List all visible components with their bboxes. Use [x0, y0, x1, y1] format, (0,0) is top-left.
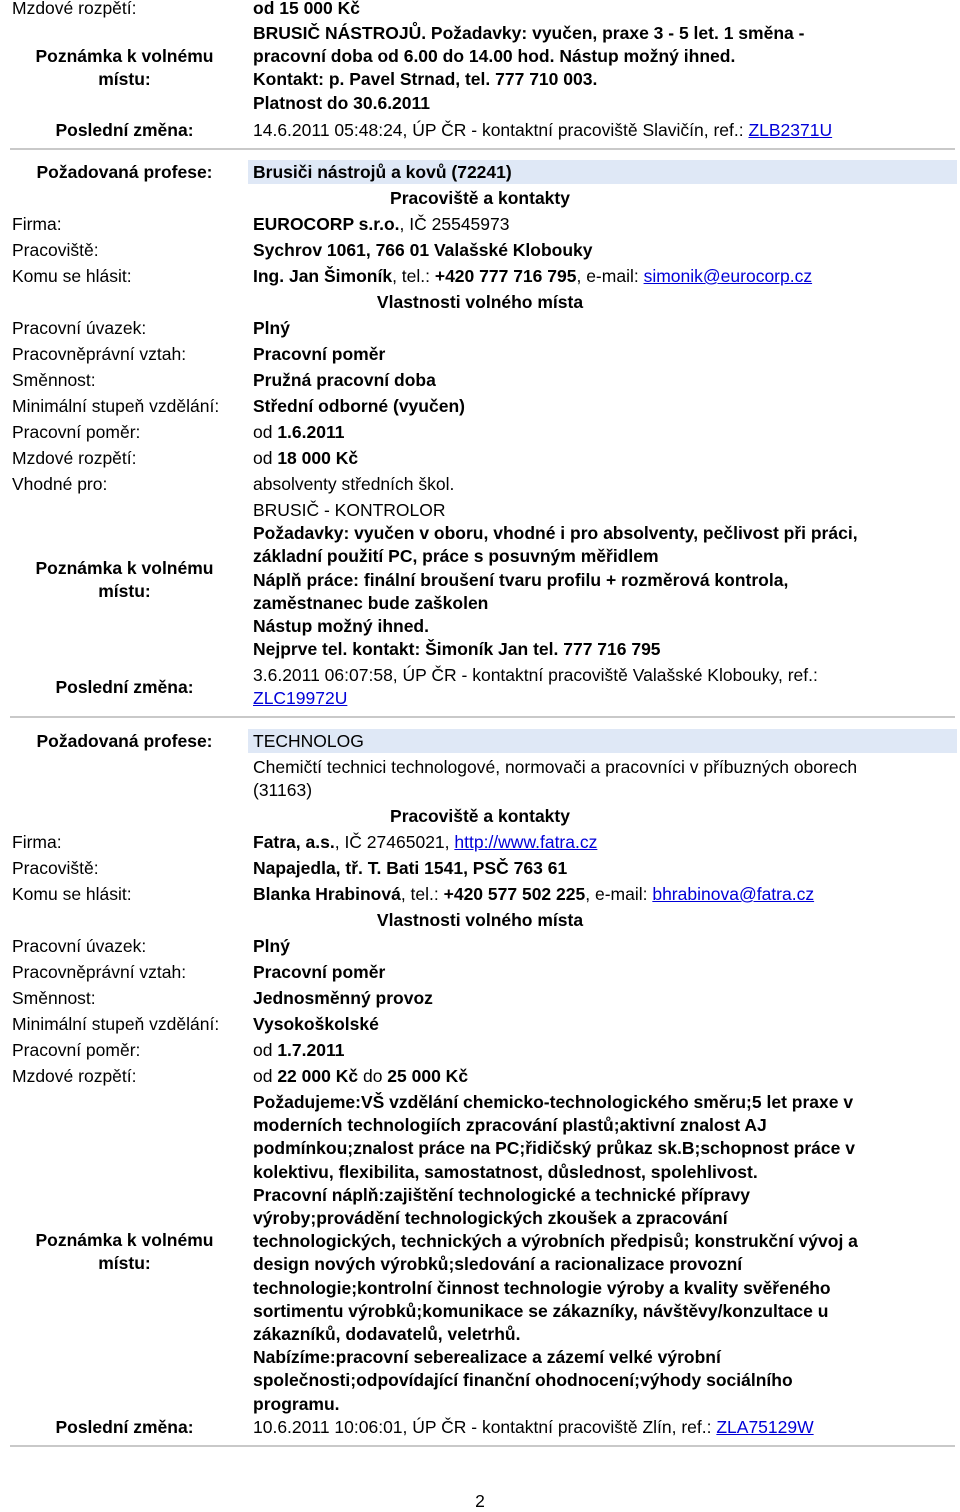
- page-number: 2: [475, 1491, 485, 1511]
- shift-value: Pružná pracovní doba: [253, 370, 436, 390]
- separator: [10, 148, 955, 150]
- note-line: kolektivu, flexibilita, samostatnost, důslednost, spolehlivost.: [253, 1161, 758, 1182]
- profession-value: TECHNOLOG: [253, 731, 364, 751]
- firm-label: Firma:: [12, 832, 62, 852]
- website-link[interactable]: http://www.fatra.cz: [454, 832, 598, 852]
- workload-label: Pracovní úvazek:: [12, 318, 147, 338]
- note-line: Nabízíme:pracovní seberealizace a zázemí velké výrobní: [253, 1347, 721, 1368]
- note-line: Požadujeme:VŠ vzdělání chemicko-technologického směru;5 let praxe v: [253, 1092, 854, 1112]
- separator: [10, 716, 955, 718]
- last-change-value: 3.6.2011 06:07:58, ÚP ČR - kontaktní pracoviště Valašské Klobouky, ref.: ZLC19972U: [253, 665, 818, 709]
- note-line: Nástup možný ihned.: [253, 616, 429, 637]
- start-label: Pracovní poměr:: [12, 1040, 141, 1060]
- salary-value: od 18 000 Kč: [253, 448, 359, 468]
- profession-description: Chemičtí technici technologové, normovači a pracovníci v příbuzných oborech (31163): [253, 757, 858, 801]
- profession-value: Brusiči nástrojů a kovů (72241): [253, 162, 512, 182]
- ref-link[interactable]: ZLA75129W: [716, 1417, 814, 1437]
- note-line: výroby;provádění technologických zkoušek a zpracování: [253, 1208, 728, 1229]
- ref-link[interactable]: ZLC19972U: [253, 688, 348, 709]
- note-line: Náplň práce: finální broušení tvaru profilu + rozměrová kontrola,: [253, 569, 789, 590]
- shift-value: Jednosměnný provoz: [253, 988, 433, 1008]
- note-line: zaměstnanec bude zaškolen: [253, 592, 489, 613]
- relation-label: Pracovněprávní vztah:: [12, 344, 187, 364]
- note-line: technologických, technických a výrobních předpisů; konstrukční vývoj a: [253, 1231, 858, 1252]
- workplace-label: Pracoviště:: [12, 240, 99, 260]
- education-value: Střední odborné (vyučen): [253, 396, 465, 416]
- note-line: společnosti;odpovídající finanční ohodnocení;výhody sociálního: [253, 1370, 793, 1391]
- note-line: moderních technologiích zpracování plastů;aktivní znalost AJ: [253, 1115, 767, 1136]
- relation-value: Pracovní poměr: [253, 344, 386, 364]
- profession-label: Požadovaná profese:: [36, 162, 213, 182]
- note-line: Pracovní náplň:zajištění technologické a technické přípravy: [253, 1184, 750, 1205]
- workplace-label: Pracoviště:: [12, 858, 99, 878]
- last-change-label: Poslední změna:: [55, 1417, 194, 1437]
- note-line: programu.: [253, 1393, 340, 1414]
- section-heading-contacts: Pracoviště a kontakty: [390, 806, 570, 826]
- suitable-label: Vhodné pro:: [12, 474, 108, 494]
- section-heading-properties: Vlastnosti volného místa: [376, 910, 584, 930]
- salary-label: Mzdové rozpětí:: [12, 448, 137, 468]
- firm-value: Fatra, a.s., IČ 27465021, http://www.fatra.cz: [253, 832, 598, 852]
- note-line: sortimentu výrobků;komunikace se zákazníky, návštěvy/konzultace u: [253, 1300, 829, 1321]
- note-line: technologie;kontrolní činnost technologie výroby a kvality svěřeného: [253, 1277, 831, 1298]
- firm-label: Firma:: [12, 214, 62, 234]
- workload-value: Plný: [253, 936, 290, 956]
- last-change-value: 14.6.2011 05:48:24, ÚP ČR - kontaktní pracoviště Slavičín, ref.: ZLB2371U: [253, 120, 833, 140]
- note-title: BRUSIČ - KONTROLOR: [253, 500, 446, 520]
- note-text: [253, 1091, 953, 1416]
- section-heading-contacts: Pracoviště a kontakty: [390, 188, 570, 208]
- last-change-label: Poslední změna:: [55, 677, 194, 697]
- contact-value: Ing. Jan Šimoník, tel.: +420 777 716 795, e-mail: simonik@eurocorp.cz: [253, 266, 813, 286]
- note-label: Poznámka k volnému místu:: [35, 1230, 214, 1274]
- note-label: Poznámka k volnému místu:: [35, 558, 214, 602]
- note-line: design nových výrobků;sledování a racionalizace provozní: [253, 1254, 743, 1275]
- workload-value: Plný: [253, 318, 290, 338]
- education-label: Minimální stupeň vzdělání:: [12, 396, 220, 416]
- firm-value: EUROCORP s.r.o., IČ 25545973: [253, 214, 510, 234]
- note-line: Kontakt: p. Pavel Strnad, tel. 777 710 003.: [253, 69, 598, 90]
- note-line: Platnost do 30.6.2011: [253, 92, 431, 113]
- note-label: Poznámka k volnému místu:: [35, 46, 214, 90]
- salary-value: od 22 000 Kč do 25 000 Kč: [253, 1066, 469, 1086]
- note-line: zákazníků, dodavatelů, veletrhů.: [253, 1324, 521, 1345]
- workload-label: Pracovní úvazek:: [12, 936, 147, 956]
- note-line: pracovní doba od 6.00 do 14.00 hod. Nástup možný ihned.: [253, 46, 736, 67]
- shift-label: Směnnost:: [12, 370, 96, 390]
- salary-value: od 15 000 Kč: [253, 0, 360, 18]
- email-link[interactable]: simonik@eurocorp.cz: [643, 266, 813, 286]
- note-line: Nejprve tel. kontakt: Šimoník Jan tel. 777 716 795: [253, 639, 661, 660]
- workplace-value: Sychrov 1061, 766 01 Valašské Klobouky: [253, 240, 593, 260]
- note-line: BRUSIČ NÁSTROJŮ. Požadavky: vyučen, praxe 3 - 5 let. 1 směna -: [253, 23, 805, 43]
- note-text: [253, 499, 953, 661]
- contact-label: Komu se hlásit:: [12, 884, 132, 904]
- start-value: od 1.7.2011: [253, 1040, 345, 1060]
- section-heading-properties: Vlastnosti volného místa: [376, 292, 584, 312]
- salary-label: Mzdové rozpětí:: [12, 1066, 137, 1086]
- note-line: základní použití PC, práce s posuvným měřidlem: [253, 546, 659, 567]
- education-value: Vysokoškolské: [253, 1014, 379, 1034]
- ref-link[interactable]: ZLB2371U: [748, 120, 833, 140]
- profession-label: Požadovaná profese:: [36, 731, 213, 751]
- last-change-value: 10.6.2011 10:06:01, ÚP ČR - kontaktní pracoviště Zlín, ref.: ZLA75129W: [253, 1417, 814, 1437]
- workplace-value: Napajedla, tř. T. Bati 1541, PSČ 763 61: [253, 858, 568, 878]
- email-link[interactable]: bhrabinova@fatra.cz: [652, 884, 815, 904]
- note-text: [253, 22, 953, 115]
- last-change-label: Poslední změna:: [55, 120, 194, 140]
- relation-value: Pracovní poměr: [253, 962, 386, 982]
- contact-label: Komu se hlásit:: [12, 266, 132, 286]
- start-label: Pracovní poměr:: [12, 422, 141, 442]
- suitable-value: absolventy středních škol.: [253, 474, 455, 494]
- start-value: od 1.6.2011: [253, 422, 345, 442]
- education-label: Minimální stupeň vzdělání:: [12, 1014, 220, 1034]
- relation-label: Pracovněprávní vztah:: [12, 962, 187, 982]
- note-line: Požadavky: vyučen v oboru, vhodné i pro absolventy, pečlivost při práci,: [253, 523, 858, 544]
- contact-value: Blanka Hrabinová, tel.: +420 577 502 225, e-mail: bhrabinova@fatra.cz: [253, 884, 815, 904]
- separator: [10, 1445, 955, 1447]
- salary-label: Mzdové rozpětí:: [12, 0, 137, 18]
- shift-label: Směnnost:: [12, 988, 96, 1008]
- note-line: podmínkou;znalost práce na PC;řidičský průkaz sk.B;schopnost práce v: [253, 1138, 855, 1159]
